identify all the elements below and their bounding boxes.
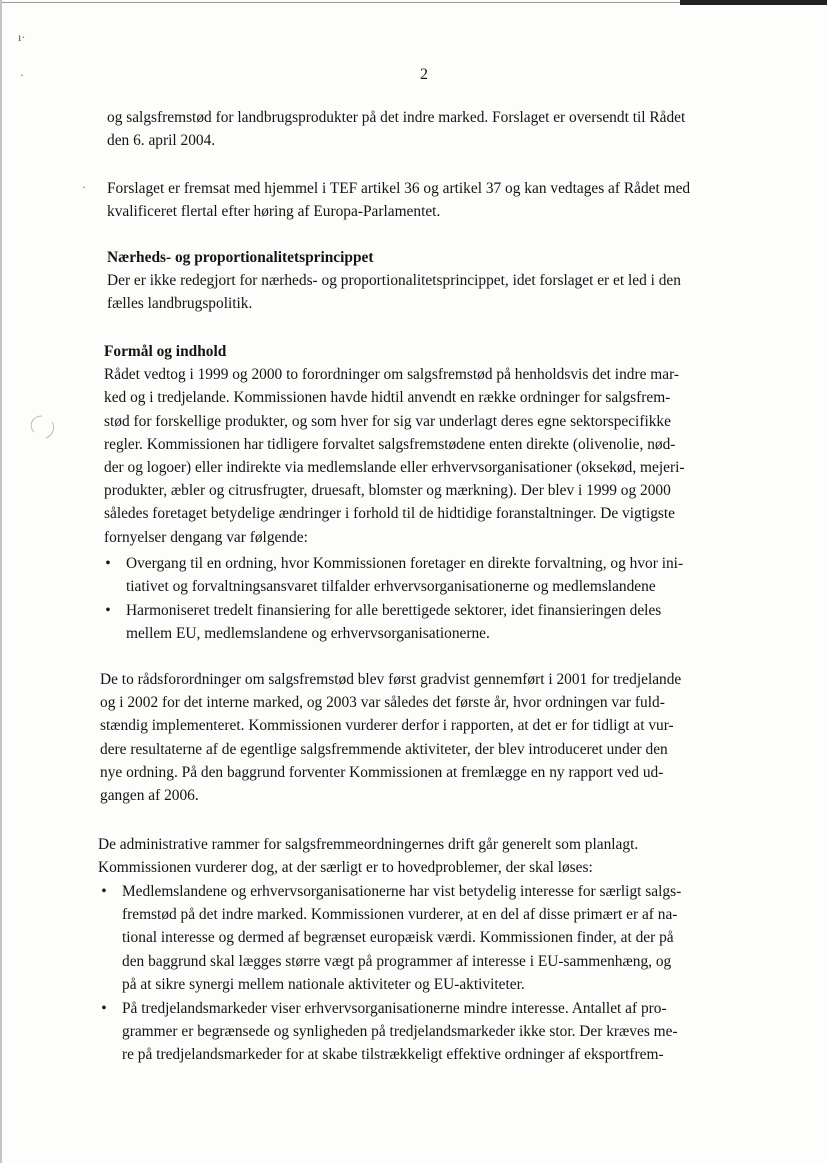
text-line: Rådet vedtog i 1999 og 2000 to forordninger om salgsfremstød på henholdsvis det indre mar- xyxy=(104,366,680,384)
page-number: 2 xyxy=(420,66,428,83)
text-line: regler. Kommissionen har tidligere forvaltet salgsfremstødene enten direkte (olivenolie, nød- xyxy=(104,435,676,453)
text-line: På tredjelandsmarkeder viser erhvervsorganisationerne mindre interesse. Antallet af pro- xyxy=(122,1000,667,1017)
bullet-list-item xyxy=(105,552,684,598)
bullet-list-item xyxy=(101,997,678,1067)
text-line: ked og i tredjelande. Kommissionen havde hidtil anvendt en række ordninger for salgsfrem- xyxy=(104,389,671,407)
framework-paragraph xyxy=(98,833,638,879)
text-line: Forslaget er fremsat med hjemmel i TEF artikel 36 og artikel 37 og kan vedtages af Rådet med xyxy=(107,180,691,197)
bullet-icon: • xyxy=(101,883,107,900)
text-line: Medlemslandene og erhvervsorganisationerne har vist betydelig interesse for særligt salgs- xyxy=(122,883,682,900)
text-line: tional interesse og dermed af begrænset europæisk værdi. Kommissionen finder, at der på xyxy=(122,929,674,947)
text-line: og i 2002 for det interne marked, og 2003 var således det første år, hvor ordningen var fuld- xyxy=(100,694,665,712)
bullet-icon: • xyxy=(101,1000,107,1017)
bullet-list-item xyxy=(101,880,682,996)
text-line: tiativet og forvaltningsansvaret tilfalder erhvervsorganisationerne og medlemslandene xyxy=(126,578,656,596)
text-line: gangen af 2006. xyxy=(100,787,199,805)
section-heading: Nærheds- og proportionalitetsprincippet xyxy=(107,249,374,266)
text-line: fremstød på det indre marked. Kommissionen vurderer, at en del af disse primært er af na- xyxy=(122,906,678,924)
text-line: stændig implementeret. Kommissionen vurderer derfor i rapporten, at det er for tidligt at vur- xyxy=(100,717,674,735)
text-line: og salgsfremstød for landbrugsprodukter på det indre marked. Forslaget er oversendt til Rådet xyxy=(107,109,686,126)
implementation-paragraph xyxy=(100,668,681,807)
text-line: nye ordning. På den baggrund forventer Kommissionen at fremlægge en ny rapport ved ud- xyxy=(100,763,664,781)
bullet-icon: • xyxy=(105,555,111,572)
text-line: den 6. april 2004. xyxy=(107,132,216,150)
scan-speck-mark: ı· xyxy=(18,30,26,44)
scan-top-border xyxy=(0,0,827,7)
text-line: dere resultaterne af de egentlige salgsfremmende aktiviteter, der blev introduceret under den xyxy=(100,740,668,758)
text-line: kvalificeret flertal efter høring af Europa-Parlamentet. xyxy=(107,203,441,221)
legal-basis-paragraph xyxy=(107,177,690,223)
text-line: produkter, æbler og citrusfrugter, druesaft, blomster og mærkning). Der blev i 1999 og 2000 xyxy=(104,482,671,500)
text-line: De to rådsforordninger om salgsfremstød blev først gradvist gennemført i 2001 for tredjelande xyxy=(100,671,682,688)
scan-left-edge xyxy=(0,0,2,1163)
bullet-icon: • xyxy=(105,602,111,619)
text-line: stød for forskellige produkter, og som hver for sig var underlagt deres egne sektorspecifikke xyxy=(104,412,671,430)
text-line: mellem EU, medlemslandene og erhvervsorganisationerne. xyxy=(126,625,490,643)
text-line: Der er ikke redegjort for nærheds- og proportionalitetsprincippet, idet forslaget er et led i den xyxy=(107,272,681,290)
text-line: der og logoer) eller indirekte via medlemslande eller erhvervsorganisationer (oksekød, mejeri- xyxy=(104,459,685,477)
text-line: re på tredjelandsmarkeder for at skabe tilstrækkeligt effektive ordninger af eksportfrem- xyxy=(122,1046,664,1064)
text-line: Harmoniseret tredelt finansiering for alle berettigede sektorer, idet finansieringen deles xyxy=(126,602,662,619)
text-line: Overgang til en ordning, hvor Kommissionen foretager en direkte forvaltning, og hvor ini- xyxy=(126,555,684,572)
text-line: på at sikre synergi mellem nationale aktiviteter og EU-aktiviteter. xyxy=(122,975,525,993)
intro-paragraph xyxy=(107,106,685,152)
subsidiarity-section xyxy=(107,246,681,316)
text-line: fælles landbrugspolitik. xyxy=(107,295,253,313)
purpose-section xyxy=(104,340,685,549)
scan-top-bar xyxy=(680,0,827,5)
text-line: De administrative rammer for salgsfremmeordningernes drift går generelt som planlagt. xyxy=(98,836,639,853)
section-heading: Formål og indhold xyxy=(104,343,227,360)
scan-speck-mark: · xyxy=(82,180,86,194)
scan-curl-mark xyxy=(22,412,62,442)
text-line: grammer er begrænsede og synligheden på tredjelandsmarkeder ikke stor. Der kræves me- xyxy=(122,1023,678,1041)
scan-top-line xyxy=(0,2,680,3)
text-line: således foretaget betydelige ændringer i forhold til de hidtidige foranstaltninger. De vigtigste xyxy=(104,505,676,523)
bullet-list-item xyxy=(105,599,662,645)
text-line: den baggrund skal lægges større vægt på programmer af interesse i EU-sammenhæng, og xyxy=(122,952,672,970)
scan-speck-mark: · xyxy=(20,68,24,82)
text-line: Kommissionen vurderer dog, at der særligt er to hovedproblemer, der skal løses: xyxy=(98,859,593,877)
text-line: fornyelser dengang var følgende: xyxy=(104,528,308,546)
